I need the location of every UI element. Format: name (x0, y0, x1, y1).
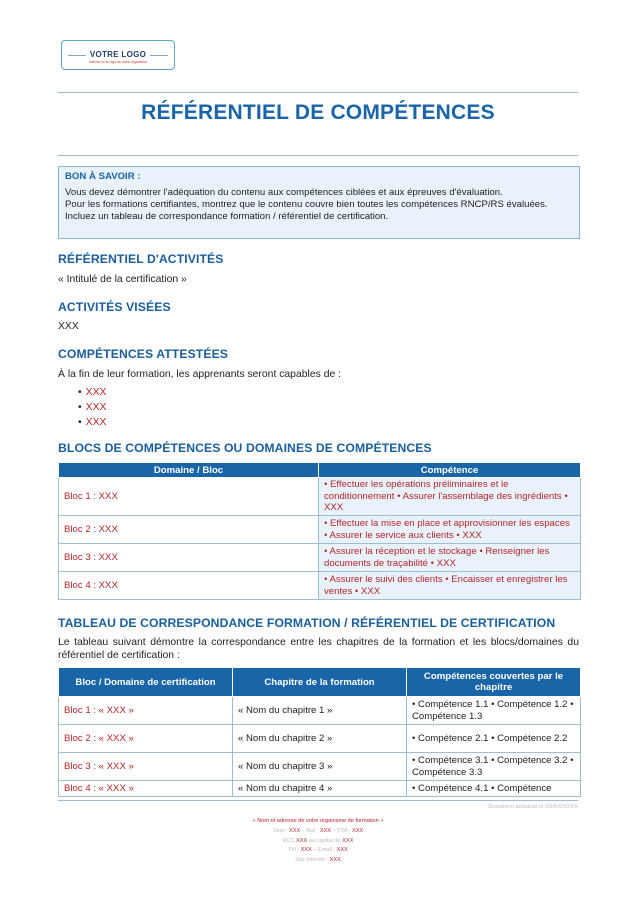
logo-line-left (68, 55, 86, 56)
table-cell-bloc: Bloc 1 : « XXX » (59, 697, 233, 725)
table-row (59, 544, 581, 572)
competences-intro: À la fin de leur formation, les apprenants seront capables de : (58, 369, 342, 380)
table-cell-competence: • Effectuer les opérations préliminaires et le conditionnement • Assurer l'assemblage des ingrédients • XXX (319, 478, 581, 516)
table-cell-chapitre: « Nom du chapitre 1 » (233, 697, 407, 725)
divider-top (58, 92, 578, 93)
section-heading-blocs: BLOCS DE COMPÉTENCES OU DOMAINES DE COMPÉTENCES (58, 441, 432, 455)
footer-value: XXX (300, 847, 312, 854)
list-item: • XXX (78, 385, 106, 400)
list-item: • XXX (78, 400, 106, 415)
correspondance-table (58, 667, 581, 797)
table-cell-chapitre: « Nom du chapitre 3 » (233, 753, 407, 781)
table-row (59, 572, 581, 600)
section-heading-activites-visees: ACTIVITÉS VISÉES (58, 300, 171, 314)
table-cell-competences: • Compétence 2.1 • Compétence 2.2 (407, 725, 581, 753)
table-row (59, 753, 581, 781)
logo-subtext: Insérez ici le logo de votre organisme (89, 60, 147, 64)
footer-siret-line (0, 827, 636, 837)
footer-value: XXX (296, 837, 308, 844)
footer-label: Tél : (288, 847, 300, 854)
table-header: Domaine / Bloc (59, 463, 319, 478)
info-heading: BON À SAVOIR : (65, 171, 141, 182)
info-line-1: Vous devez démontrer l'adéquation du contenu aux compétences ciblées et aux épreuves d'évaluation. (65, 187, 503, 198)
footer-value: XXX (351, 827, 364, 834)
footer-label: RCS (282, 837, 295, 844)
section-heading-ref-activites: RÉFÉRENTIEL D'ACTIVITÉS (58, 252, 224, 266)
table-cell-competences: • Compétence 1.1 • Compétence 1.2 • Compétence 1.3 (407, 697, 581, 725)
info-line-3: Incluez un tableau de correspondance formation / référentiel de certification. (65, 211, 389, 222)
table-cell-bloc: Bloc 3 : « XXX » (59, 753, 233, 781)
section-heading-competences-attestees: COMPÉTENCES ATTESTÉES (58, 347, 229, 361)
table-cell-bloc: Bloc 1 : XXX (59, 478, 319, 516)
footer-value: XXX (336, 847, 348, 854)
table-cell-bloc: Bloc 2 : « XXX » (59, 725, 233, 753)
footer-label: – TVA : (332, 827, 351, 834)
list-item: • XXX (78, 415, 106, 430)
footer-value: XXX (319, 827, 332, 834)
certification-title: « Intitulé de la certification » (58, 274, 187, 285)
footer-contact-line (0, 846, 636, 856)
footer-value: XXX (289, 827, 301, 834)
table-header: Compétences couvertes par le chapitre (407, 668, 581, 697)
table-row (59, 478, 581, 516)
divider-title (58, 155, 578, 156)
document-date-value: XX/XX/XXXX (545, 804, 578, 810)
footer-label: – Naf : (301, 827, 319, 834)
page-title: RÉFÉRENTIEL DE COMPÉTENCES (141, 101, 495, 124)
table-row (59, 516, 581, 544)
footer-rcs-line (0, 837, 636, 847)
info-line-2: Pour les formations certifiantes, montrez que le contenu couvre bien toutes les compétences RNCP/RS évaluées. (65, 199, 548, 210)
footer-label: – Email : (313, 847, 336, 854)
table-cell-bloc: Bloc 3 : XXX (59, 544, 319, 572)
table-header: Chapitre de la formation (233, 668, 407, 697)
footer-value: XXX (329, 857, 341, 864)
section-heading-correspondance: TABLEAU DE CORRESPONDANCE FORMATION / RÉFÉRENTIEL DE CERTIFICATION (58, 616, 556, 630)
table-cell-competences: • Compétence 4.1 • Compétence (407, 781, 581, 797)
table-cell-bloc: Bloc 4 : XXX (59, 572, 319, 600)
logo-text: VOTRE LOGO (89, 50, 147, 59)
info-box (58, 166, 580, 239)
document-date (488, 804, 578, 810)
table-row (59, 725, 581, 753)
table-cell-bloc: Bloc 2 : XXX (59, 516, 319, 544)
table-header: Bloc / Domaine de certification (59, 668, 233, 697)
table-cell-chapitre: « Nom du chapitre 2 » (233, 725, 407, 753)
footer-label: Siret : (272, 827, 288, 834)
footer-site-line (0, 856, 636, 866)
blocs-table (58, 462, 581, 600)
logo (61, 40, 175, 70)
competences-list (78, 385, 106, 430)
logo-line-right (150, 55, 168, 56)
table-row (59, 781, 581, 797)
table-cell-competences: • Compétence 3.1 • Compétence 3.2 • Compétence 3.3 (407, 753, 581, 781)
footer-label: au capital de (308, 837, 341, 844)
table-cell-bloc: Bloc 4 : « XXX » (59, 781, 233, 797)
document-date-label: Document actualisé le (488, 804, 544, 810)
table-cell-competence: • Assurer la réception et le stockage • Renseigner les documents de traçabilité • XXX (319, 544, 581, 572)
divider-footer (58, 800, 578, 801)
footer-value: XXX (342, 837, 354, 844)
table-cell-competence: • Assurer le suivi des clients • Encaisser et enregistrer les ventes • XXX (319, 572, 581, 600)
table-row (59, 697, 581, 725)
footer (0, 817, 636, 866)
table-cell-chapitre: « Nom du chapitre 4 » (233, 781, 407, 797)
correspondance-intro: Le tableau suivant démontre la correspondance entre les chapitres de la formation et les blocs/domaines du référentiel de certification : (58, 637, 579, 661)
activites-visees-value: XXX (58, 321, 79, 332)
footer-org: « Nom et adresse de votre organisme de formation » (252, 818, 384, 824)
footer-label: Site internet : (295, 857, 329, 864)
table-cell-competence: • Effectuer la mise en place et approvisionner les espaces • Assurer le service aux clients • XXX (319, 516, 581, 544)
table-header: Compétence (319, 463, 581, 478)
